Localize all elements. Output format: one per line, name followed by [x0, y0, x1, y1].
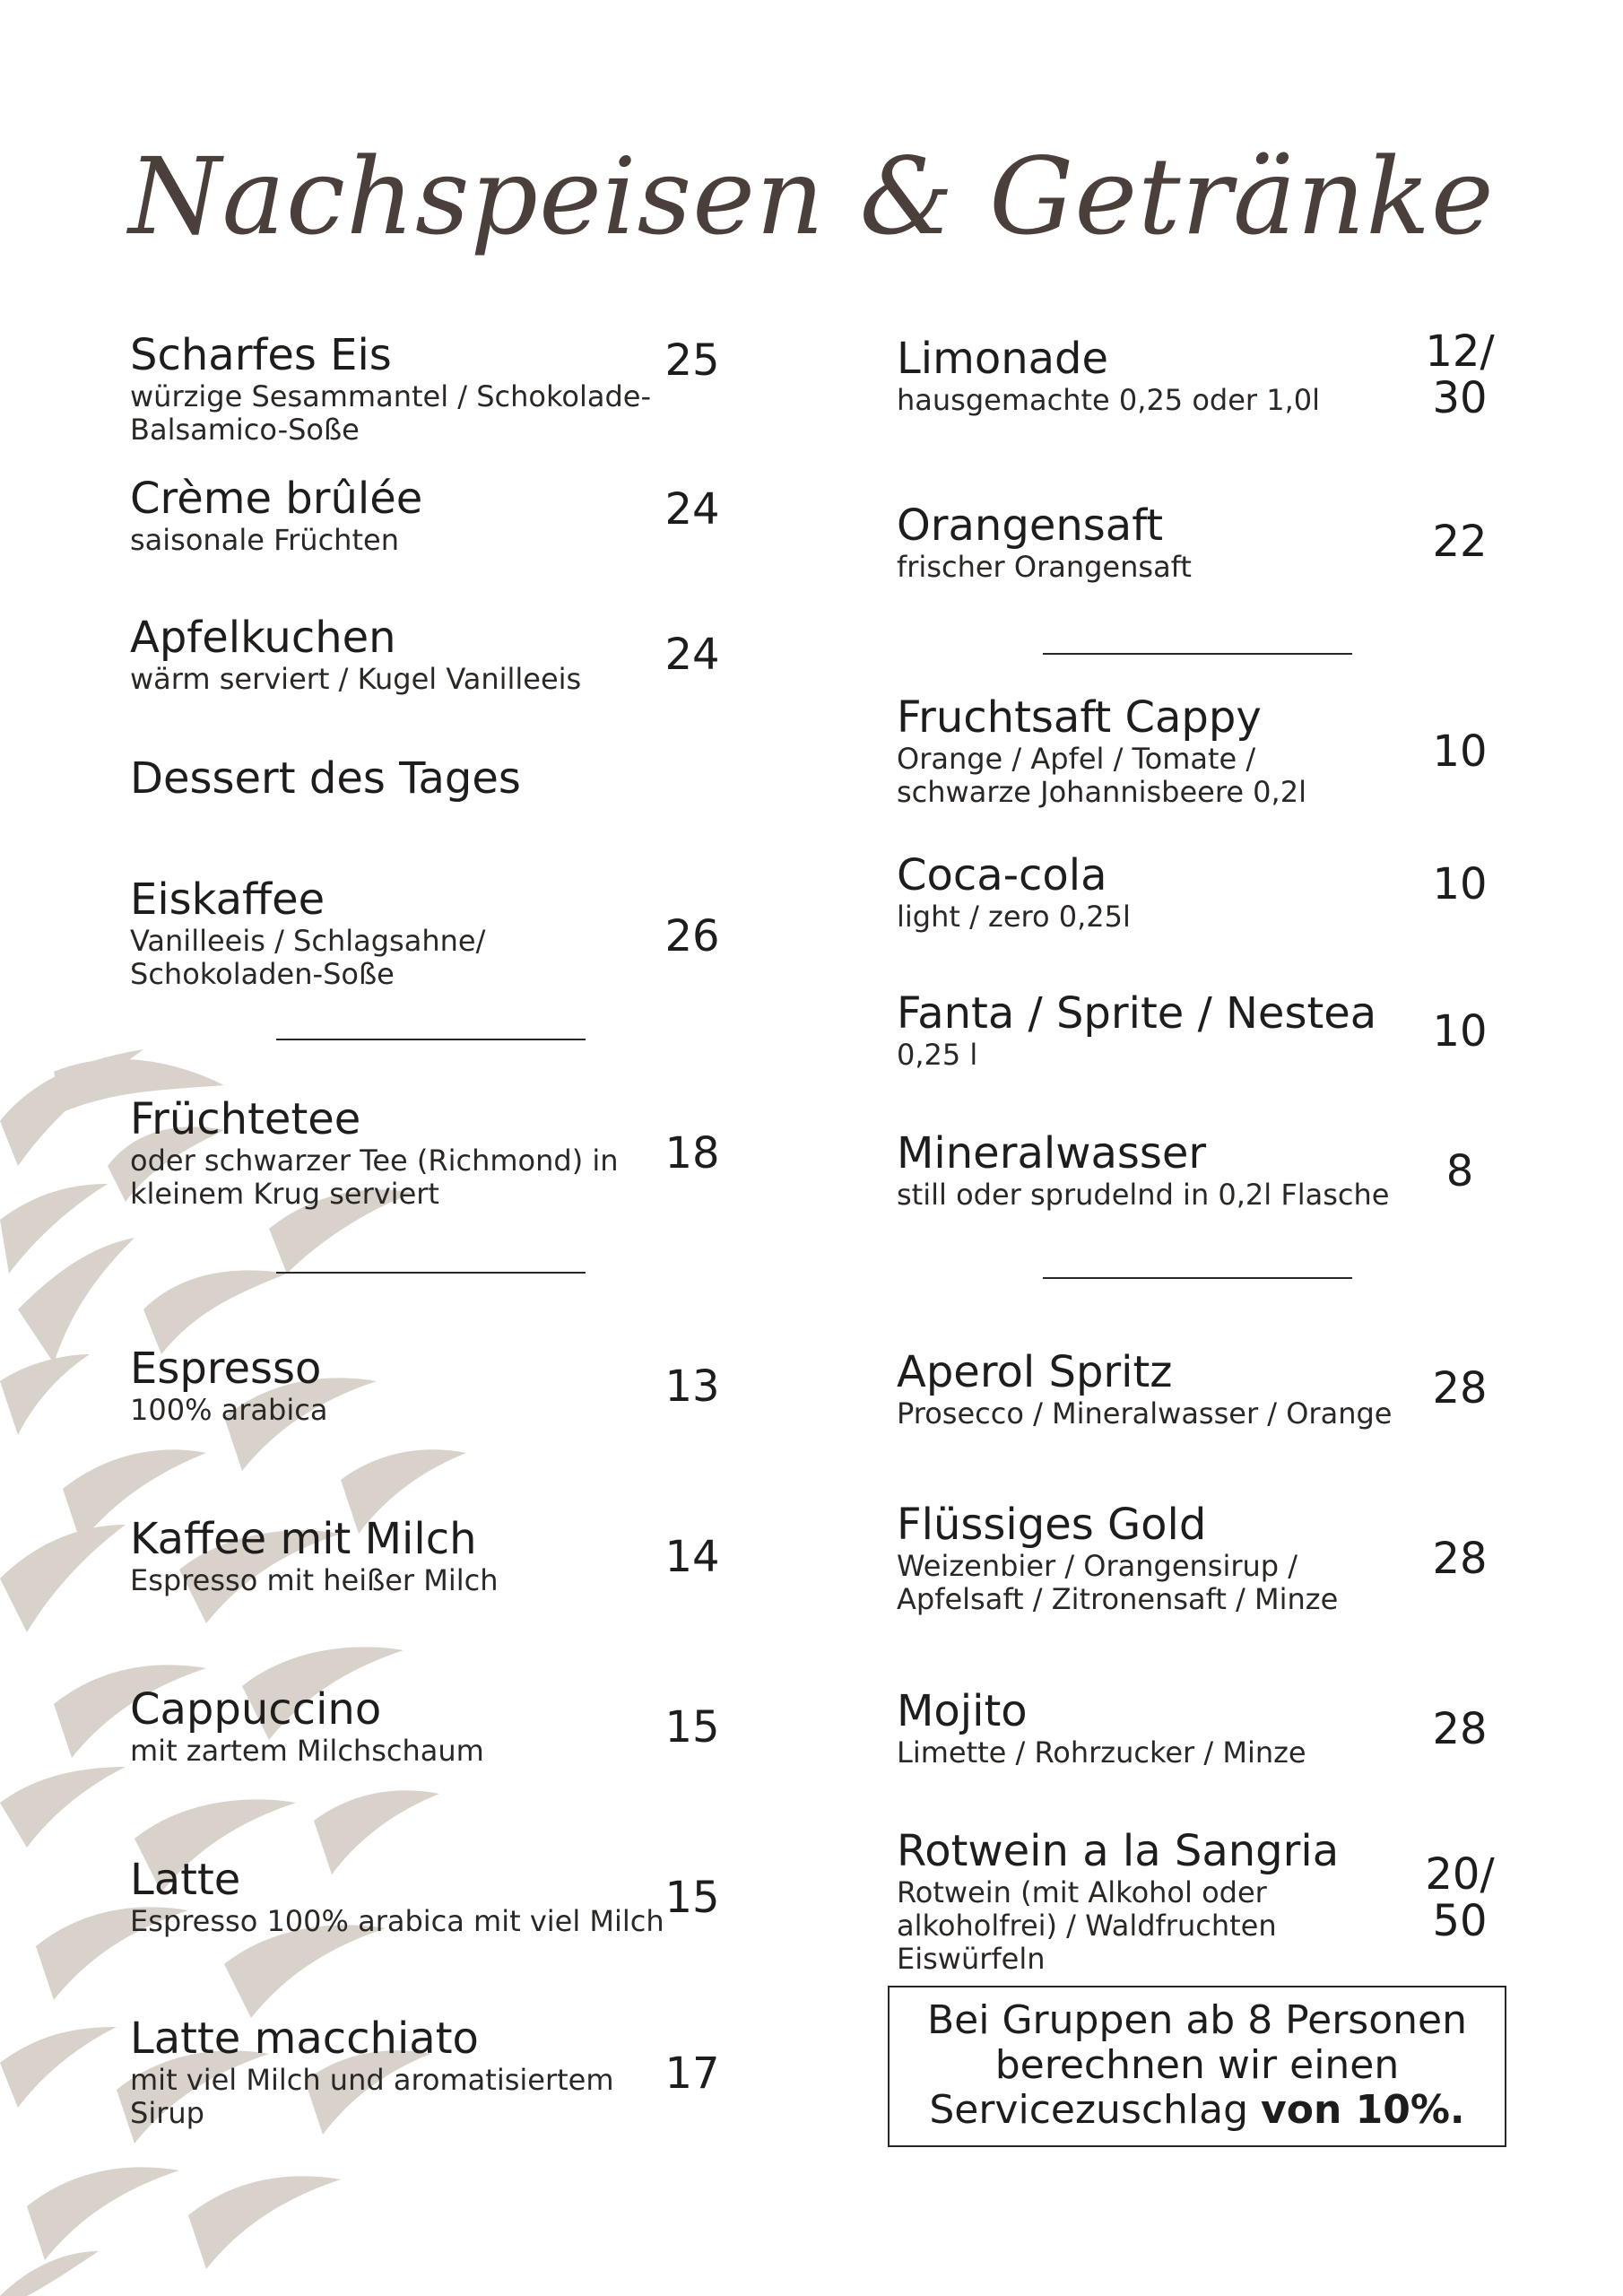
item-name: Früchtetee	[130, 1094, 361, 1144]
item-description: frischer Orangensaft	[897, 550, 1192, 584]
item-name: Kaffee mit Milch	[130, 1514, 477, 1564]
item-name: Dessert des Tages	[130, 753, 521, 804]
menu-item-limonade	[897, 334, 1320, 417]
item-price: 18	[664, 1128, 720, 1178]
menu-item-kaffee-mit-milch	[130, 1514, 499, 1597]
menu-item-latte	[130, 1855, 664, 1938]
item-price: 13	[664, 1361, 720, 1412]
menu-item-mojito	[897, 1686, 1306, 1770]
item-description: hausgemachte 0,25 oder 1,0l	[897, 383, 1321, 417]
item-description: Sirup	[130, 2096, 204, 2130]
item-description: Vanilleeis / Schlagsahne/	[130, 924, 486, 958]
item-description: 100% arabica	[130, 1393, 328, 1427]
item-price: 14	[664, 1532, 720, 1582]
item-description: Balsamico-Soße	[130, 413, 360, 447]
menu-item-mineralwasser	[897, 1128, 1389, 1212]
item-price	[1397, 728, 1523, 775]
item-name: Aperol Spritz	[897, 1347, 1173, 1397]
price-line: 10	[1432, 1006, 1488, 1057]
menu-item-dessert-des-tages	[130, 753, 521, 804]
menu-item-fluessiges-gold	[897, 1500, 1338, 1616]
menu-item-scharfes-eis	[130, 330, 651, 447]
item-description: wärm serviert / Kugel Vanilleeis	[130, 662, 582, 696]
item-price: 15	[664, 1702, 720, 1752]
item-name: Rotwein a la Sangria	[897, 1826, 1340, 1876]
item-description: 0,25 l	[897, 1038, 978, 1072]
item-name: Eiskaffee	[130, 874, 325, 925]
item-price: 24	[664, 630, 720, 680]
item-description: still oder sprudelnd in 0,2l Flasche	[897, 1178, 1390, 1212]
price-line: 10	[1432, 859, 1488, 909]
item-description: würzige Sesammantel / Schokolade-	[130, 379, 652, 413]
price-line: 8	[1445, 1146, 1474, 1196]
price-line: 50	[1432, 1896, 1488, 1946]
item-description: Limette / Rohrzucker / Minze	[897, 1735, 1306, 1770]
item-description: alkoholfrei) / Waldfruchten	[897, 1909, 1277, 1943]
item-description: mit zartem Milchschaum	[130, 1734, 484, 1768]
item-price: 26	[664, 911, 720, 961]
notice-line	[890, 2088, 1505, 2133]
item-price	[1397, 1851, 1523, 1944]
price-line: 28	[1432, 1363, 1488, 1413]
item-name: Apfelkuchen	[130, 613, 396, 663]
item-name: Mojito	[897, 1686, 1028, 1736]
item-name: Limonade	[897, 334, 1109, 384]
item-description: kleinem Krug serviert	[130, 1177, 439, 1211]
item-price	[1397, 1365, 1523, 1412]
item-price	[1397, 1008, 1523, 1055]
menu-item-eiskaffee	[130, 874, 485, 991]
section-divider	[1043, 653, 1352, 655]
item-name: Mineralwasser	[897, 1128, 1207, 1178]
item-name: Orangensaft	[897, 500, 1164, 551]
item-price: 24	[664, 484, 720, 535]
price-line: 28	[1432, 1534, 1488, 1584]
section-divider	[276, 1039, 586, 1040]
service-charge-notice	[888, 1986, 1506, 2147]
menu-item-aperol-spritz	[897, 1347, 1392, 1431]
item-name: Espresso	[130, 1344, 322, 1394]
menu-item-fruchtsaft-cappy	[897, 692, 1306, 809]
notice-line: Bei Gruppen ab 8 Personen	[926, 1997, 1467, 2043]
menu-item-coca-cola	[897, 850, 1131, 934]
item-price: 15	[664, 1873, 720, 1923]
menu-item-orangensaft	[897, 500, 1192, 584]
page-title: Nachspeisen & Getränke	[128, 135, 1495, 258]
notice-text: Servicezuschlag	[929, 2087, 1262, 2133]
menu-item-latte-macchiato	[130, 2013, 614, 2130]
item-name: Flüssiges Gold	[897, 1500, 1207, 1550]
menu-item-apfelkuchen	[130, 613, 581, 696]
item-price	[1397, 861, 1523, 908]
menu-item-fruechtetee	[130, 1094, 619, 1211]
section-divider	[1043, 1277, 1352, 1279]
price-line: 30	[1432, 373, 1488, 423]
item-description: Rotwein (mit Alkohol oder	[897, 1875, 1267, 1909]
item-price	[1397, 328, 1523, 422]
item-name: Coca-cola	[897, 850, 1107, 900]
item-name: Scharfes Eis	[130, 330, 392, 380]
item-description: mit viel Milch und aromatisiertem	[130, 2063, 614, 2097]
item-description: Apfelsaft / Zitronensaft / Minze	[897, 1582, 1339, 1616]
item-description: Prosecco / Mineralwasser / Orange	[897, 1396, 1393, 1431]
item-description: Schokoladen-Soße	[130, 957, 395, 991]
price-line: 28	[1432, 1704, 1488, 1754]
item-price	[1397, 1706, 1523, 1752]
price-line: 10	[1432, 726, 1488, 777]
menu-item-cappuccino	[130, 1684, 484, 1768]
item-description: Orange / Apfel / Tomate /	[897, 742, 1256, 776]
item-price: 17	[664, 2048, 720, 2099]
item-description: Eiswürfeln	[897, 1942, 1046, 1976]
item-name: Latte	[130, 1855, 241, 1905]
item-description: light / zero 0,25l	[897, 900, 1131, 934]
item-name: Cappuccino	[130, 1684, 382, 1735]
item-description: saisonale Früchten	[130, 523, 399, 557]
section-divider	[276, 1272, 586, 1274]
item-name: Crème brûlée	[130, 474, 423, 524]
price-line: 22	[1432, 517, 1488, 567]
notice-line: berechnen wir einen	[994, 2042, 1400, 2088]
item-description: Espresso mit heißer Milch	[130, 1563, 499, 1597]
item-name: Fanta / Sprite / Nestea	[897, 988, 1377, 1039]
item-description: schwarze Johannisbeere 0,2l	[897, 775, 1306, 809]
item-name: Fruchtsaft Cappy	[897, 692, 1262, 743]
item-price	[1397, 518, 1523, 565]
item-description: Espresso 100% arabica mit viel Milch	[130, 1904, 664, 1938]
item-price: 25	[664, 335, 720, 386]
item-description: Weizenbier / Orangensirup /	[897, 1549, 1298, 1583]
menu-item-fanta-sprite-nestea	[897, 988, 1376, 1072]
menu-item-espresso	[130, 1344, 327, 1427]
item-price	[1397, 1535, 1523, 1582]
price-line: 20/	[1425, 1849, 1495, 1900]
menu-item-rotwein-sangria	[897, 1826, 1339, 1976]
item-description: oder schwarzer Tee (Richmond) in	[130, 1144, 619, 1178]
price-line: 12/	[1425, 326, 1495, 377]
menu-item-creme-brulee	[130, 474, 422, 557]
notice-emphasis: von 10%.	[1261, 2087, 1465, 2133]
item-name: Latte macchiato	[130, 2013, 479, 2064]
item-price	[1397, 1148, 1523, 1195]
